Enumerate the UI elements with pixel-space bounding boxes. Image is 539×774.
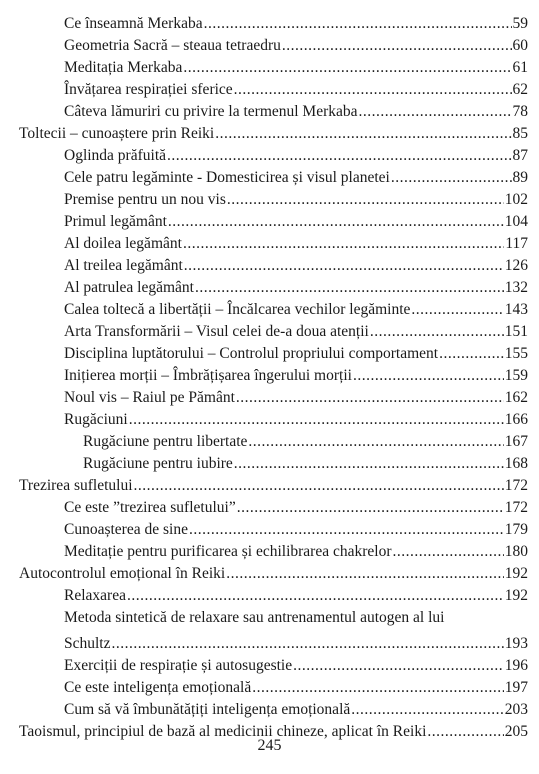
dot-leader <box>237 497 504 519</box>
toc-entry-page: 193 <box>504 635 528 652</box>
toc-entry <box>64 277 528 299</box>
toc-entry-page: 151 <box>504 323 528 340</box>
toc-entry <box>64 699 528 721</box>
toc-entry-page: 172 <box>504 499 528 516</box>
toc-entry-title: Cunoașterea de sine <box>64 521 188 538</box>
toc-entry <box>64 189 528 211</box>
dot-leader <box>127 585 504 607</box>
toc-entry-page: 143 <box>504 301 528 318</box>
toc-entry-page: 166 <box>504 411 528 428</box>
toc-entry-title: Al patrulea legământ <box>64 279 194 296</box>
toc-entry-page: 132 <box>504 279 528 296</box>
toc-entry-page: 155 <box>504 345 528 362</box>
dot-leader <box>353 365 504 387</box>
dot-leader <box>226 563 504 585</box>
toc-entry-title: Calea toltecă a libertății – Încălcarea vechilor legăminte <box>64 301 411 318</box>
toc-entry-page: 87 <box>512 147 528 164</box>
dot-leader <box>184 255 504 277</box>
toc-entry-page: 62 <box>512 81 528 98</box>
dot-leader <box>351 699 503 721</box>
toc-entry <box>64 585 528 607</box>
toc-entry-title: Disciplina luptătorului – Controlul propriului comportament <box>64 345 439 362</box>
dot-leader <box>392 541 503 563</box>
toc-entry-title: Al treilea legământ <box>64 257 183 274</box>
toc-entry-page: 205 <box>504 723 528 740</box>
toc-entry <box>64 607 528 629</box>
toc-entry-title: Autocontrolul emoțional în Reiki <box>19 565 226 582</box>
dot-leader <box>183 57 511 79</box>
toc-entry-title: Geometria Sacră – steaua tetraedru <box>64 37 281 54</box>
dot-leader <box>129 409 504 431</box>
toc-entry-title: Al doilea legământ <box>64 235 182 252</box>
toc-entry-page: 102 <box>504 191 528 208</box>
toc-entry <box>64 57 528 79</box>
toc-entry-title: Meditația Merkaba <box>64 59 183 76</box>
dot-leader <box>234 79 512 101</box>
toc-entry-page: 167 <box>504 433 528 450</box>
toc-entry-title: Trezirea sufletului <box>19 477 133 494</box>
toc-entry <box>19 475 528 497</box>
toc-entry <box>64 365 528 387</box>
toc-entry-continuation <box>64 633 528 655</box>
toc-entry <box>64 655 528 677</box>
dot-leader <box>134 475 504 497</box>
toc-entry-title: Câteva lămuriri cu privire la termenul Merkaba <box>64 103 358 120</box>
toc-entry <box>64 541 528 563</box>
dot-leader <box>234 453 504 475</box>
toc-entry-page: 196 <box>504 657 528 674</box>
toc-entry-title: Inițierea morții – Îmbrățișarea îngerului morții <box>64 367 352 384</box>
dot-leader <box>112 633 504 655</box>
dot-leader <box>215 123 511 145</box>
dot-leader <box>236 387 504 409</box>
dot-leader <box>282 35 512 57</box>
toc-entry-title: Ce înseamnă Merkaba <box>64 15 203 32</box>
dot-leader <box>183 233 504 255</box>
dot-leader <box>293 655 504 677</box>
toc-entry-page: 60 <box>512 37 528 54</box>
toc-entry <box>64 211 528 233</box>
toc-entry <box>64 167 528 189</box>
toc-entry-page: 78 <box>512 103 528 120</box>
toc-entry-page: 197 <box>504 679 528 696</box>
dot-leader <box>370 321 504 343</box>
toc-entry <box>64 497 528 519</box>
toc-entry-page: 192 <box>504 587 528 604</box>
dot-leader <box>167 145 511 167</box>
dot-leader <box>411 299 503 321</box>
toc-entry-page: 117 <box>505 235 528 252</box>
toc-entry-title: Ce este ”trezirea sufletului” <box>64 499 236 516</box>
toc-entry-page: 85 <box>512 125 528 142</box>
toc-entry <box>64 321 528 343</box>
toc-entry <box>64 145 528 167</box>
toc-entry <box>83 453 528 475</box>
toc-entry-title: Ce este inteligența emoțională <box>64 679 252 696</box>
toc-entry-title: Metoda sintetică de relaxare sau antrenamentul autogen al lui <box>64 609 445 626</box>
toc-entry-title: Cele patru legăminte - Domesticirea și visul planetei <box>64 169 390 186</box>
dot-leader <box>227 189 504 211</box>
toc-entry <box>64 255 528 277</box>
toc-entry-page: 89 <box>512 169 528 186</box>
toc-entry <box>83 431 528 453</box>
toc-entry-title: Relaxarea <box>64 587 126 604</box>
dot-leader <box>195 277 504 299</box>
toc-entry <box>64 343 528 365</box>
dot-leader <box>391 167 512 189</box>
toc-entry-title: Primul legământ <box>64 213 167 230</box>
toc-entry <box>19 563 528 585</box>
dot-leader <box>204 13 512 35</box>
toc-entry-page: 162 <box>504 389 528 406</box>
toc-entry-page: 159 <box>504 367 528 384</box>
toc-entry-title: Noul vis – Raiul pe Pământ <box>64 389 235 406</box>
toc-entry-title: Taoismul, principiul de bază al medicinii chineze, aplicat în Reiki <box>19 723 427 740</box>
toc-entry-title: Arta Transformării – Visul celei de-a doua atenții <box>64 323 369 340</box>
toc-entry-title: Rugăciune pentru libertate <box>83 433 248 450</box>
toc-entry-page: 104 <box>504 213 528 230</box>
toc-entry-page: 192 <box>504 565 528 582</box>
toc-entry-page: 180 <box>504 543 528 560</box>
toc-entry <box>64 519 528 541</box>
toc-entry <box>64 233 528 255</box>
toc-entry-title: Oglinda prăfuită <box>64 147 167 164</box>
toc-entry-page: 61 <box>512 59 528 76</box>
toc-entry-title: Rugăciune pentru iubire <box>83 455 233 472</box>
toc-entry-page: 203 <box>504 701 528 718</box>
toc-entry <box>64 101 528 123</box>
toc-entry-title: Toltecii – cunoaștere prin Reiki <box>19 125 215 142</box>
dot-leader <box>189 519 504 541</box>
toc-entry-page: 126 <box>504 257 528 274</box>
toc-entry <box>64 79 528 101</box>
toc-entry <box>64 35 528 57</box>
toc-entry <box>64 299 528 321</box>
dot-leader <box>248 431 503 453</box>
dot-leader <box>359 101 512 123</box>
toc-entry-page: 172 <box>504 477 528 494</box>
toc-entry-title: Exerciții de respirație și autosugestie <box>64 657 293 674</box>
dot-leader <box>252 677 504 699</box>
dot-leader <box>439 343 504 365</box>
toc-entry <box>64 387 528 409</box>
toc-entry-title: Meditație pentru purificarea și echilibrarea chakrelor <box>64 543 392 560</box>
toc-entry-title: Premise pentru un nou vis <box>64 191 226 208</box>
toc-entry <box>64 677 528 699</box>
toc-entry-title: Rugăciuni <box>64 411 128 428</box>
toc-entry-title: Învățarea respirației sferice <box>64 81 233 98</box>
toc-entry <box>19 123 528 145</box>
toc-entry <box>64 409 528 431</box>
toc-entry-page: 59 <box>512 15 528 32</box>
toc-entry-title: Cum să vă îmbunătățiți inteligența emoțională <box>64 701 351 718</box>
toc-entry-title-cont: Schultz <box>64 635 111 652</box>
dot-leader <box>168 211 504 233</box>
toc-entry-page: 168 <box>504 455 528 472</box>
toc-entry <box>64 13 528 35</box>
toc-entry-page: 179 <box>504 521 528 538</box>
page-number: 245 <box>257 737 282 754</box>
